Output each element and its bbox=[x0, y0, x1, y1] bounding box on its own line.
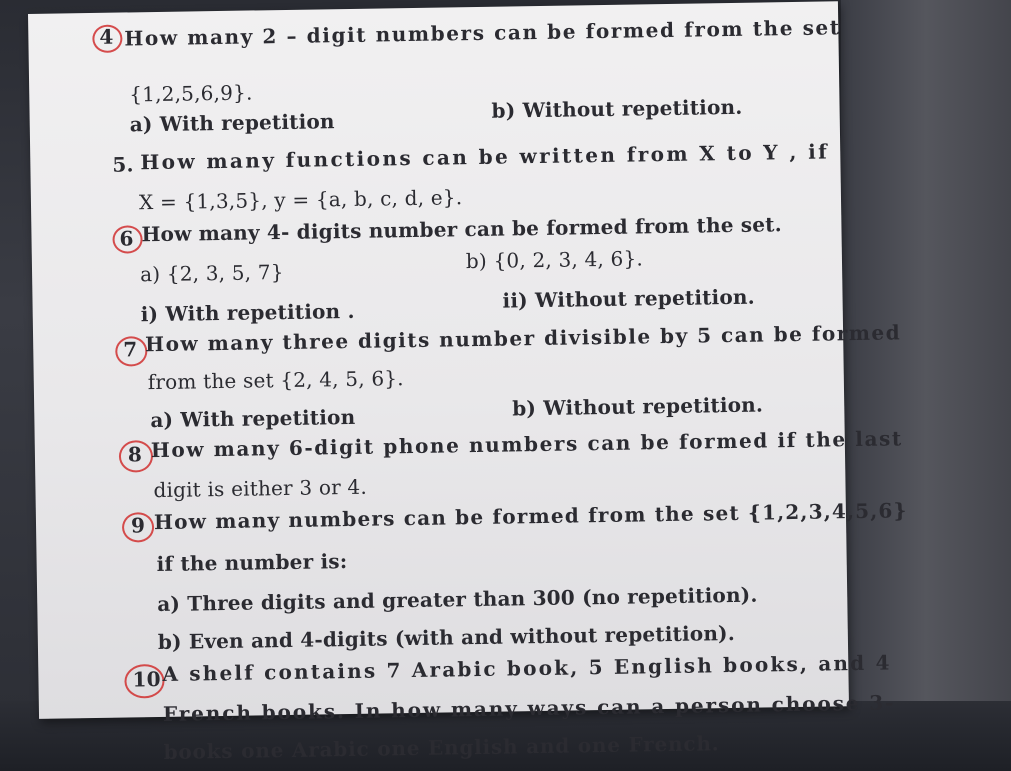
q9-option-a: a) Three digits and greater than 300 (no repetition). bbox=[157, 582, 758, 617]
q5-text-line2: X = {1,3,5}, y = {a, b, c, d, e}. bbox=[138, 185, 463, 215]
q7-option-a: a) With repetition bbox=[150, 404, 356, 433]
q9-text-line2: if the number is: bbox=[156, 549, 348, 577]
worksheet-paper bbox=[28, 1, 908, 764]
q6-number: 6 bbox=[119, 226, 134, 251]
q10-text-line3: books one Arabic one English and one French. bbox=[163, 731, 720, 764]
q7-text-line2: from the set {2, 4, 5, 6}. bbox=[147, 366, 404, 395]
q9-number: 9 bbox=[130, 513, 146, 538]
q7-text-line1: How many three digits number divisible by 5 can be formed bbox=[145, 320, 902, 357]
q4-text-line2: {1,2,5,6,9}. bbox=[129, 80, 253, 107]
q4-option-b: b) Without repetition. bbox=[491, 94, 743, 123]
q6-option-i: i) With repetition . bbox=[140, 298, 355, 327]
q9-option-b: b) Even and 4-digits (with and without repetition). bbox=[157, 620, 736, 655]
q10-number: 10 bbox=[132, 666, 161, 692]
q8-number: 8 bbox=[127, 442, 143, 467]
q4-number: 4 bbox=[99, 24, 114, 49]
q6-text-line1: How many 4- digits number can be formed from the set. bbox=[141, 212, 782, 247]
q7-option-b: b) Without repetition. bbox=[512, 392, 764, 421]
q6-option-a: a) {2, 3, 5, 7} bbox=[139, 260, 284, 287]
q10-text-line1: A shelf contains 7 Arabic book, 5 English books, and 4 bbox=[162, 650, 892, 686]
q5-text-line1: How many functions can be written from X to Y , if bbox=[140, 139, 830, 175]
q6-option-ii: ii) Without repetition. bbox=[502, 284, 755, 313]
q4-text-line1: How many 2 – digit numbers can be formed from the set bbox=[124, 15, 841, 51]
q5-number: 5. bbox=[112, 152, 134, 177]
q4-option-a: a) With repetition bbox=[129, 109, 335, 137]
q6-option-b: b) {0, 2, 3, 4, 6}. bbox=[465, 246, 644, 274]
q10-text-line2: French books. In how many ways can a person choose 3- bbox=[162, 690, 896, 726]
q7-number: 7 bbox=[123, 337, 138, 362]
q9-text-line1: How many numbers can be formed from the set {1,2,3,4,5,6} bbox=[153, 498, 908, 535]
q8-text-line1: How many 6-digit phone numbers can be formed if the last bbox=[150, 426, 903, 463]
q8-text-line2: digit is either 3 or 4. bbox=[153, 474, 368, 503]
